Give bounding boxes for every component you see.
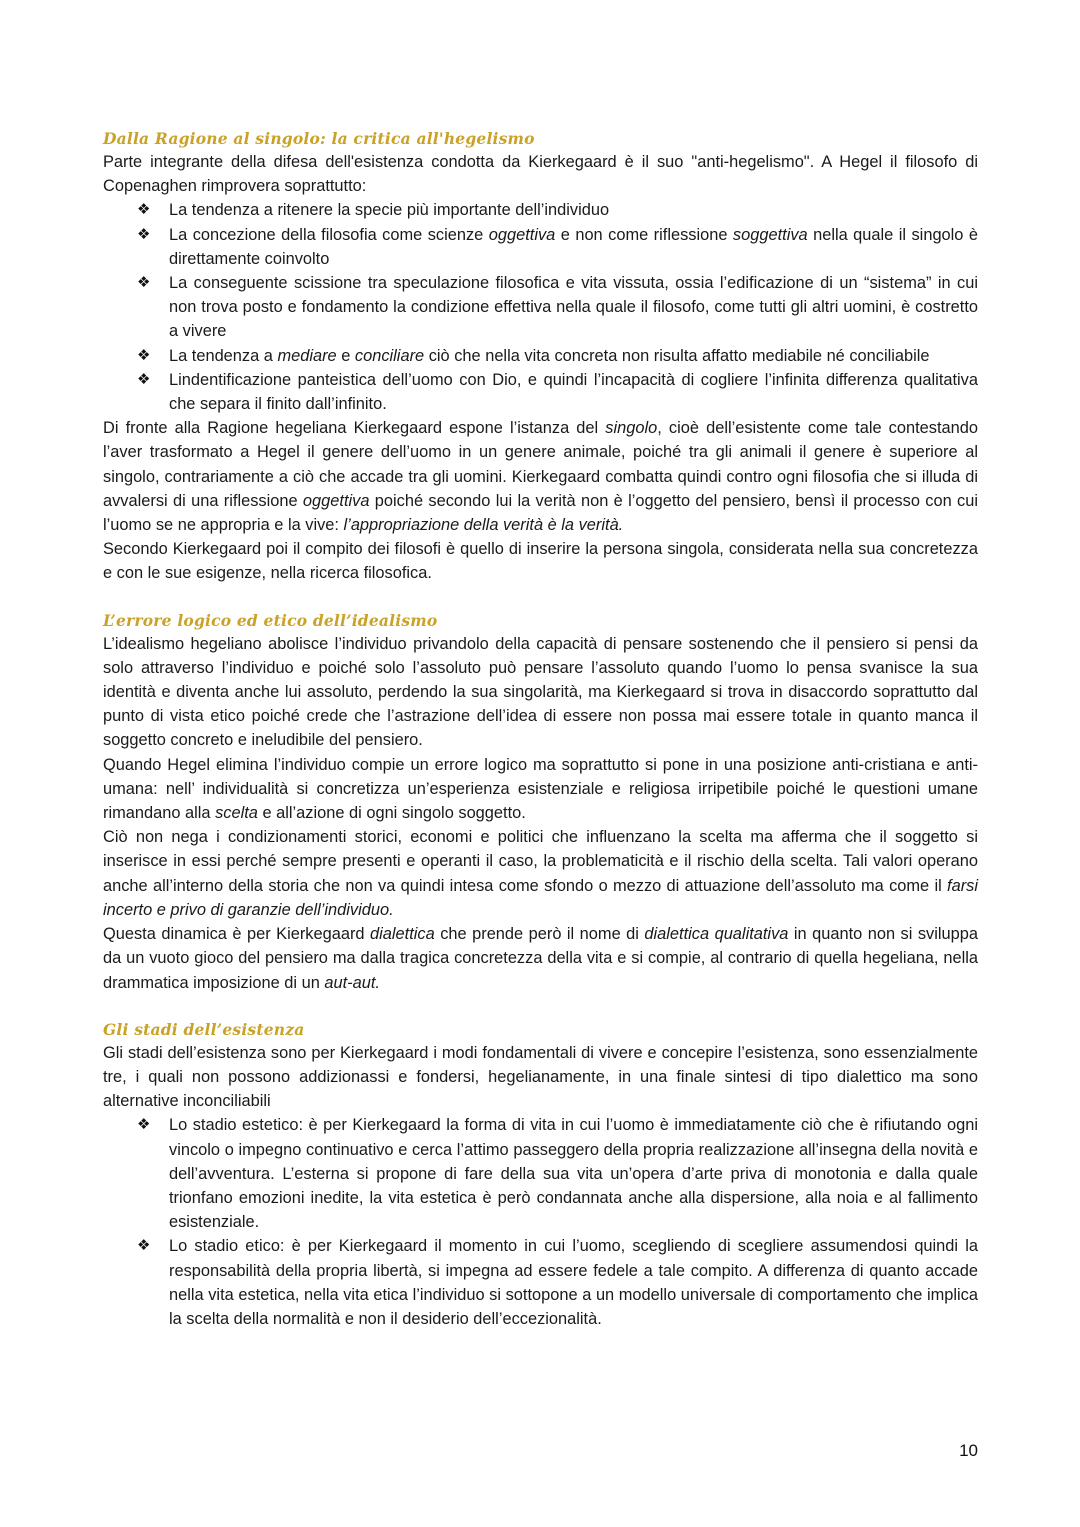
diamond-bullet-icon: ❖	[137, 1116, 151, 1134]
paragraph: Di fronte alla Ragione hegeliana Kierkegaard espone l’istanza del singolo, cioè dell’esistente come tale contestando l’aver trasformato a Hegel il genere dell’uomo in un genere animale, poiché tra gli animali il genere è superiore al singolo, contrariamente a ciò che accade tra gli uomini. Kierkegaard combatta quindi contro ogni filosofia che si illuda di avvalersi di una riflessione oggettiva poiché secondo lui la verità non è l’oggetto del pensiero, bensì il processo con cui l’uomo se ne appropria e la vive: l’appropriazione della verità è la verità.	[103, 419, 978, 535]
paragraph: L’idealismo hegeliano abolisce l’individuo privandolo della capacità di pensare sostenendo che il pensiero si pensi da solo attraverso l’individuo e poiché solo l’assoluto può pensare l’assoluto quando l’uomo lo pensa svanisce la sua identità e diventa anche lui assoluto, perdendo la sua singolarità, ma Kierkegaard si trova in disaccordo soprattutto dal punto di vista etico poiché crede che l’astrazione dell’idea di essere non possa mai essere totale in quanto manca il soggetto concreto e ineludibile del pensiero.	[103, 634, 978, 750]
list-item: ❖ La concezione della filosofia come scienze oggettiva e non come riflessione soggettiva nella quale il singolo è direttamente coinvolto	[169, 223, 978, 271]
list-item: ❖ La conseguente scissione tra speculazione filosofica e vita vissuta, ossia l’edificazione di un “sistema” in cui non trova posto e fondamento la condizione effettiva nella quale il filosofo, come tutti gli altri uomini, è costretto a vivere	[169, 271, 978, 344]
diamond-bullet-icon: ❖	[137, 1237, 151, 1255]
list-item: ❖ Lindentificazione panteistica dell’uomo con Dio, e quindi l’incapacità di cogliere l’infinita differenza qualitativa che separa il finito dall’infinito.	[169, 368, 978, 416]
paragraph: Secondo Kierkegaard poi il compito dei filosofi è quello di inserire la persona singola, considerata nella sua concretezza e con le sue esigenze, nella ricerca filosofica.	[103, 540, 978, 583]
diamond-bullet-icon: ❖	[137, 274, 151, 292]
diamond-bullet-icon: ❖	[137, 346, 151, 364]
paragraph: Gli stadi dell’esistenza sono per Kierkegaard i modi fondamentali di vivere e concepire l’esistenza, sono essenzialmente tre, i quali non possono addizionassi e fondersi, hegelianamente, in una finale sintesi di tipo dialettico ma sono alternative inconciliabili	[103, 1043, 978, 1111]
section-heading: Dalla Ragione al singolo: la critica all'hegelismo	[103, 129, 535, 148]
bullet-list	[103, 198, 978, 416]
diamond-bullet-icon: ❖	[137, 225, 151, 243]
section-critica-hegelismo	[103, 128, 978, 586]
diamond-bullet-icon: ❖	[137, 201, 151, 219]
diamond-bullet-icon: ❖	[137, 370, 151, 388]
paragraph: Parte integrante della difesa dell'esistenza condotta da Kierkegaard è il suo "anti-hegelismo". A Hegel il filosofo di Copenaghen rimprovera soprattutto:	[103, 153, 978, 196]
section-errore-idealismo	[103, 610, 978, 995]
section-heading: L’errore logico ed etico dell’idealismo	[103, 610, 438, 630]
page-number: 10	[959, 1441, 978, 1460]
list-item: ❖ La tendenza a ritenere la specie più importante dell’individuo	[169, 198, 978, 222]
paragraph: Quando Hegel elimina l’individuo compie un errore logico ma soprattutto si pone in una posizione anti-cristiana e anti-umana: nell’ individualità si concretizza un’esperienza esistenziale e religiosa irripetibile poiché le questioni umane rimandano alla scelta e all’azione di ogni singolo soggetto.	[103, 755, 978, 823]
section-stadi-esistenza	[103, 1019, 978, 1331]
list-item: ❖ Lo stadio estetico: è per Kierkegaard la forma di vita in cui l’uomo è immediatamente ciò che è rifiutando ogni vincolo o impegno continuativo e cerca l’attimo passeggero della propria realizzazione all’insegna della novità e dell’avventura. L’esterna si propone di fare della sua vita un’opera d’arte priva di monotonia e dalla quale trionfano emozioni inedite, la vita estetica è però condannata anche alla dispersione, alla noia e al fallimento esistenziale.	[169, 1113, 978, 1234]
list-item: ❖ La tendenza a mediare e conciliare ciò che nella vita concreta non risulta affatto mediabile né conciliabile	[169, 344, 978, 368]
bullet-list	[103, 1113, 978, 1331]
paragraph: Questa dinamica è per Kierkegaard dialettica che prende però il nome di dialettica qualitativa in quanto non si sviluppa da un vuoto gioco del pensiero ma dalla tragica concretezza della vita e si compie, al contrario di quella hegeliana, nella drammatica imposizione di un aut-aut.	[103, 925, 978, 992]
paragraph: Ciò non nega i condizionamenti storici, economi e politici che influenzano la scelta ma afferma che il soggetto si inserisce in essi perché sempre presenti e operanti il caso, la problematicità e il rischio della scelta. Tali valori operano anche all’interno della storia che non va quindi intesa come sfondo o mezzo di attuazione dell’assoluto ma come il farsi incerto e privo di garanzie dell’individuo.	[103, 828, 978, 919]
section-heading: Gli stadi dell’esistenza	[103, 1019, 305, 1039]
list-item: ❖ Lo stadio etico: è per Kierkegaard il momento in cui l’uomo, scegliendo di scegliere assumendosi quindi la responsabilità della propria libertà, si impegna ad essere fedele a tale compito. A differenza di quanto accade nella vita estetica, nella vita etica l’individuo si sottopone a un modello universale di comportamento che implica la scelta della normalità e non il desiderio dell’eccezionalità.	[169, 1234, 978, 1331]
document-page	[103, 128, 978, 1355]
